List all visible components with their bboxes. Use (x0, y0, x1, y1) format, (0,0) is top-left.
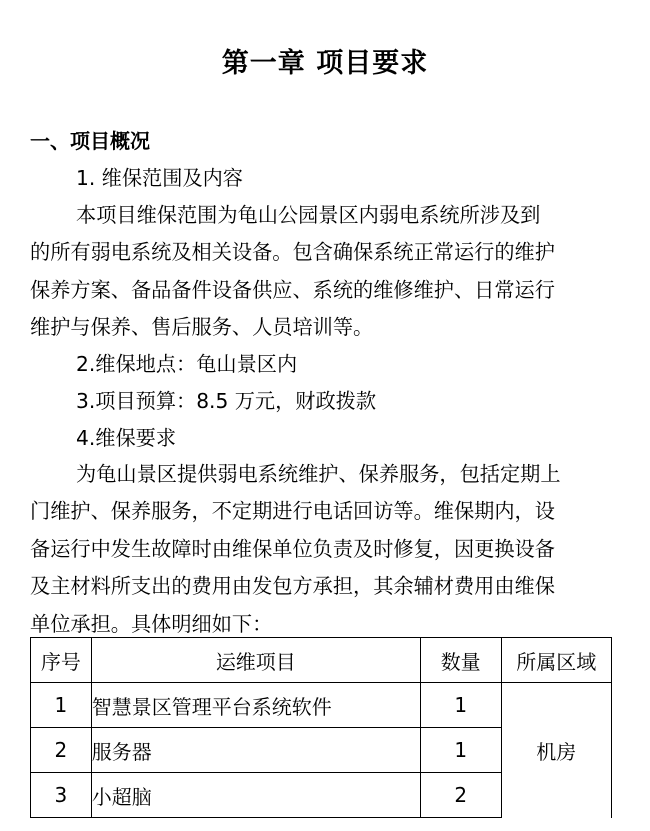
subheading-scope-text: 1. 维保范围及内容 (76, 166, 243, 190)
paragraph-line: 保养方案、备品备件设备供应、系统的维修维护、日常运行 (30, 277, 555, 302)
paragraph-line: 备运行中发生故障时由维保单位负责及时修复，因更换设备 (30, 536, 555, 561)
header-item: 运维项目 (91, 638, 420, 683)
row-qty: 1 (420, 728, 501, 773)
row-item: 小超脑 (91, 773, 420, 818)
subheading-scope (30, 160, 622, 197)
header-qty: 数量 (420, 638, 501, 683)
row-item: 服务器 (91, 728, 420, 773)
paragraph-line: 单位承担。具体明细如下： (30, 611, 273, 636)
table-header-row (31, 638, 612, 683)
row-no: 3 (31, 773, 92, 818)
paragraph-line: 及主材料所支出的费用由发包方承担，其余辅材费用由维保 (30, 574, 555, 599)
subheading-location (30, 346, 622, 383)
subheading-requirements-text: 4.维保要求 (76, 426, 177, 450)
maintenance-table (30, 637, 612, 818)
section-heading: 一、项目概况 (30, 129, 150, 153)
paragraph-line: 为龟山景区提供弱电系统维护、保养服务，包括定期上 (76, 462, 561, 486)
header-area: 所属区域 (501, 638, 612, 683)
paragraph-scope (30, 197, 622, 347)
subheading-budget-text: 3.项目预算：8.5 万元，财政拨款 (76, 389, 377, 413)
subheading-location-text: 2.维保地点：龟山景区内 (76, 352, 298, 376)
paragraph-line: 门维护、保养服务，不定期进行电话回访等。维保期内，设 (30, 499, 555, 524)
row-no: 2 (31, 728, 92, 773)
row-qty: 1 (420, 683, 501, 728)
subheading-requirements (30, 420, 622, 457)
row-qty: 2 (420, 773, 501, 818)
table-row (31, 683, 612, 728)
paragraph-line: 的所有弱电系统及相关设备。包含确保系统正常运行的维护 (30, 240, 555, 265)
paragraph-line: 本项目维保范围为龟山公园景区内弱电系统所涉及到 (76, 203, 541, 227)
row-no: 1 (31, 683, 92, 728)
subheading-budget (30, 383, 622, 420)
area-cell: 机房 (501, 683, 612, 818)
row-item: 智慧景区管理平台系统软件 (91, 683, 420, 728)
chapter-title: 第一章 项目要求 (221, 48, 429, 79)
header-no: 序号 (31, 638, 92, 683)
paragraph-line: 维护与保养、售后服务、人员培训等。 (30, 315, 374, 340)
paragraph-requirements (30, 456, 622, 643)
